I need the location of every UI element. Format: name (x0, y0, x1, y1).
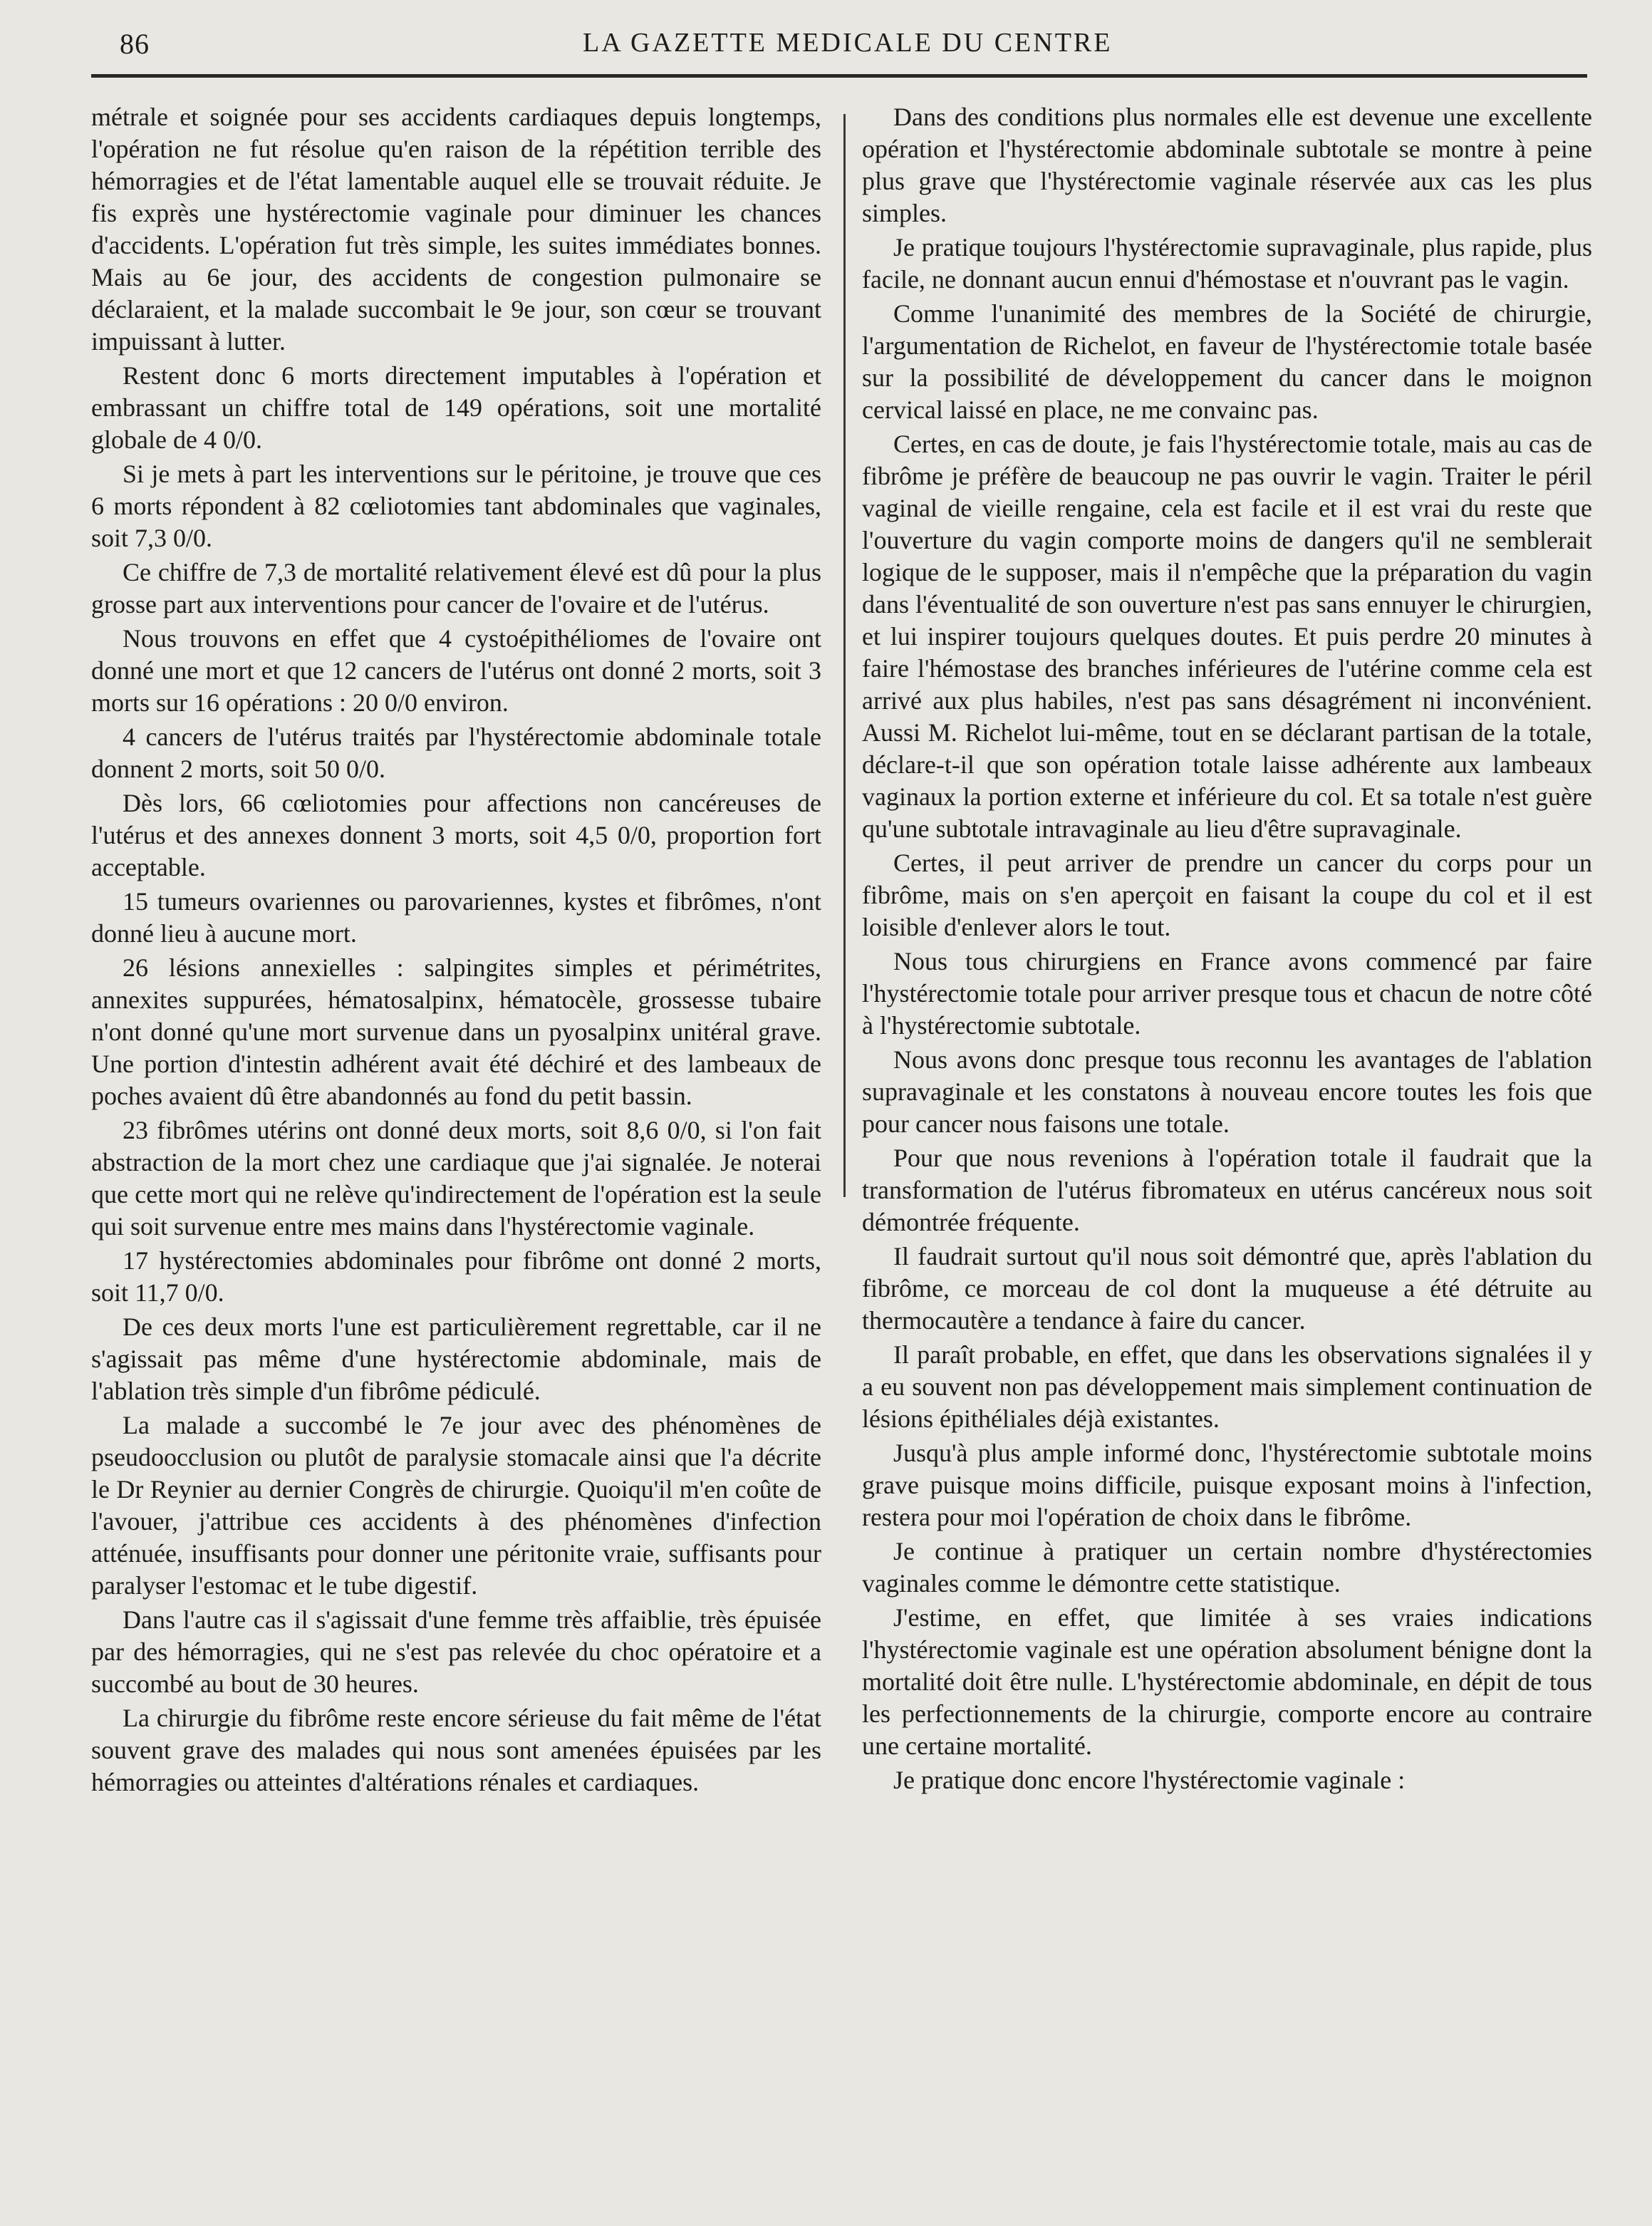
paragraph: Je pratique donc encore l'hystérectomie vaginale : (893, 1766, 1406, 1794)
paragraph: Nous trouvons en effet que 4 cystoépithéliomes de l'ovaire ont donné une mort et que 12 cancers de l'utérus ont donné 2 morts, soit 3 morts sur 16 opérations : 20 0/0 environ. (91, 624, 821, 717)
paragraph: Nous avons donc presque tous reconnu les avantages de l'ablation supravaginale et les constatons à nouveau encore toutes les fois que pour cancer nous faisons une totale. (862, 1045, 1592, 1138)
paragraph: Dans des conditions plus normales elle est devenue une excellente opération et l'hystérectomie abdominale subtotale se montre à peine plus grave que l'hystérectomie vaginale réservée aux cas les plus simples. (862, 103, 1592, 227)
right-column (862, 101, 1592, 1798)
paragraph: De ces deux morts l'une est particulièrement regrettable, car il ne s'agissait pas même d'une hystérectomie abdominale, mais de l'ablation très simple d'un fibrôme pédiculé. (91, 1313, 821, 1405)
paragraph: Comme l'unanimité des membres de la Société de chirurgie, l'argumentation de Richelot, en faveur de l'hystérectomie totale basée sur la possibilité de développement du cancer dans le moignon cervical laissé en place, ne me convainc pas. (862, 299, 1592, 424)
paragraph: Certes, en cas de doute, je fais l'hystérectomie totale, mais au cas de fibrôme je préfère de beaucoup ne pas ouvrir le vagin. Traiter le péril vaginal de vieille rengaine, cela est facile et il est vrai du reste que l'ouverture du vagin comporte moins de dangers qu'il ne semblerait logique de le supposer, mais il n'empêche que la préparation du vagin dans l'éventualité de son ouverture n'est pas sans ennuyer le chirurgien, et lui inspirer toujours quelques doutes. Et puis perdre 20 minutes à faire l'hémostase des branches inférieures de l'utérine comme cela est arrivé aux plus habiles, n'est pas sans désagrément ni inconvénient. Aussi M. Richelot lui-même, tout en se déclarant partisan de la totale, déclare-t-il que son opération totale laisse adhérente aux lambeaux vaginaux la portion externe et inférieure du col. Et sa totale n'est guère qu'une subtotale intravaginale au lieu d'être supravaginale. (862, 430, 1592, 843)
paragraph: Ce chiffre de 7,3 de mortalité relativement élevé est dû pour la plus grosse part aux interventions pour cancer de l'ovaire et de l'utérus. (91, 558, 821, 618)
paragraph: Si je mets à part les interventions sur le péritoine, je trouve que ces 6 morts répondent à 82 cœliotomies tant abdominales que vaginales, soit 7,3 0/0. (91, 460, 821, 552)
left-column (91, 101, 821, 1801)
paragraph: Restent donc 6 morts directement imputables à l'opération et embrassant un chiffre total de 149 opérations, soit une mortalité globale de 4 0/0. (91, 361, 821, 454)
paragraph: Certes, il peut arriver de prendre un cancer du corps pour un fibrôme, mais on s'en aperçoit en faisant la coupe du col et il est loisible d'enlever alors le tout. (862, 849, 1592, 941)
paragraph: Il faudrait surtout qu'il nous soit démontré que, après l'ablation du fibrôme, ce morceau de col dont la muqueuse a été détruite au thermocautère a tendance à faire du cancer. (862, 1242, 1592, 1335)
paragraph: Pour que nous revenions à l'opération totale il faudrait que la transformation de l'utérus fibromateux en utérus cancéreux nous soit démontrée fréquente. (862, 1144, 1592, 1236)
paragraph: 4 cancers de l'utérus traités par l'hystérectomie abdominale totale donnent 2 morts, soit 50 0/0. (91, 723, 821, 783)
paragraph: 15 tumeurs ovariennes ou parovariennes, kystes et fibrômes, n'ont donné lieu à aucune mort. (91, 887, 821, 948)
paragraph: Dès lors, 66 cœliotomies pour affections non cancéreuses de l'utérus et des annexes donnent 3 morts, soit 4,5 0/0, proportion fort acceptable. (91, 789, 821, 881)
page-number: 86 (120, 28, 150, 60)
paragraph: 26 lésions annexielles : salpingites simples et périmétrites, annexites suppurées, hématosalpinx, hématocèle, grossesse tubaire n'ont donné qu'une mort survenue dans un pyosalpinx unitéral grave. Une portion d'intestin adhérent avait été déchiré et des lambeaux de poches avaient dû être abandonnés au fond du petit bassin. (91, 953, 821, 1110)
column-divider (843, 114, 846, 1197)
paragraph: La chirurgie du fibrôme reste encore sérieuse du fait même de l'état souvent grave des malades qui nous sont amenées épuisées par les hémorragies ou atteintes d'altérations rénales et cardiaques. (91, 1704, 821, 1796)
paragraph: 17 hystérectomies abdominales pour fibrôme ont donné 2 morts, soit 11,7 0/0. (91, 1246, 821, 1307)
paragraph: La malade a succombé le 7e jour avec des phénomènes de pseudoocclusion ou plutôt de paralysie stomacale ainsi que l'a décrite le Dr Reynier au dernier Congrès de chirurgie. Quoiqu'il m'en coûte de l'avouer, j'attribue ces accidents à des phénomènes d'infection atténuée, insuffisants pour donner une péritonite vraie, suffisants pour paralyser l'estomac et le tube digestif. (91, 1411, 821, 1600)
paragraph: Jusqu'à plus ample informé donc, l'hystérectomie subtotale moins grave puisque moins difficile, puisque exposant moins à l'infection, restera pour moi l'opération de choix dans le fibrôme. (862, 1439, 1592, 1531)
paragraph: Je pratique toujours l'hystérectomie supravaginale, plus rapide, plus facile, ne donnant aucun ennui d'hémostase et n'ouvrant pas le vagin. (862, 233, 1592, 294)
paragraph: Je continue à pratiquer un certain nombre d'hystérectomies vaginales comme le démontre cette statistique. (862, 1537, 1592, 1598)
header-rule (91, 74, 1587, 78)
running-title: LA GAZETTE MEDICALE DU CENTRE (583, 28, 1113, 58)
paragraph: Dans l'autre cas il s'agissait d'une femme très affaiblie, très épuisée par des hémorragies, qui ne s'est pas relevée du choc opératoire et a succombé au bout de 30 heures. (91, 1605, 821, 1698)
paragraph: métrale et soignée pour ses accidents cardiaques depuis longtemps, l'opération ne fut résolue qu'en raison de la répétition terrible des hémorragies et de l'état lamentable auquel elle se trouvait réduite. Je fis exprès une hystérectomie vaginale pour diminuer les chances d'accidents. L'opération fut très simple, les suites immédiates bonnes. Mais au 6e jour, des accidents de congestion pulmonaire se déclaraient, et la malade succombait le 9e jour, son cœur se trouvant impuissant à lutter. (91, 103, 821, 356)
page-header (120, 24, 1587, 67)
paragraph: Il paraît probable, en effet, que dans les observations signalées il y a eu souvent non pas développement mais simplement continuation de lésions épithéliales déjà existantes. (862, 1340, 1592, 1433)
paragraph: Nous tous chirurgiens en France avons commencé par faire l'hystérectomie totale pour arriver presque tous et chacun de notre côté à l'hystérectomie subtotale. (862, 947, 1592, 1040)
paragraph: 23 fibrômes utérins ont donné deux morts, soit 8,6 0/0, si l'on fait abstraction de la mort chez une cardiaque que j'ai signalée. Je noterai que cette mort qui ne relève qu'indirectement de l'opération est la seule qui soit survenue entre mes mains dans l'hystérectomie vaginale. (91, 1116, 821, 1241)
paragraph: J'estime, en effet, que limitée à ses vraies indications l'hystérectomie vaginale est une opération absolument bénigne dont la mortalité doit être nulle. L'hystérectomie abdominale, en dépit de tous les perfectionnements de la chirurgie, comporte encore au contraire une certaine mortalité. (862, 1603, 1592, 1760)
